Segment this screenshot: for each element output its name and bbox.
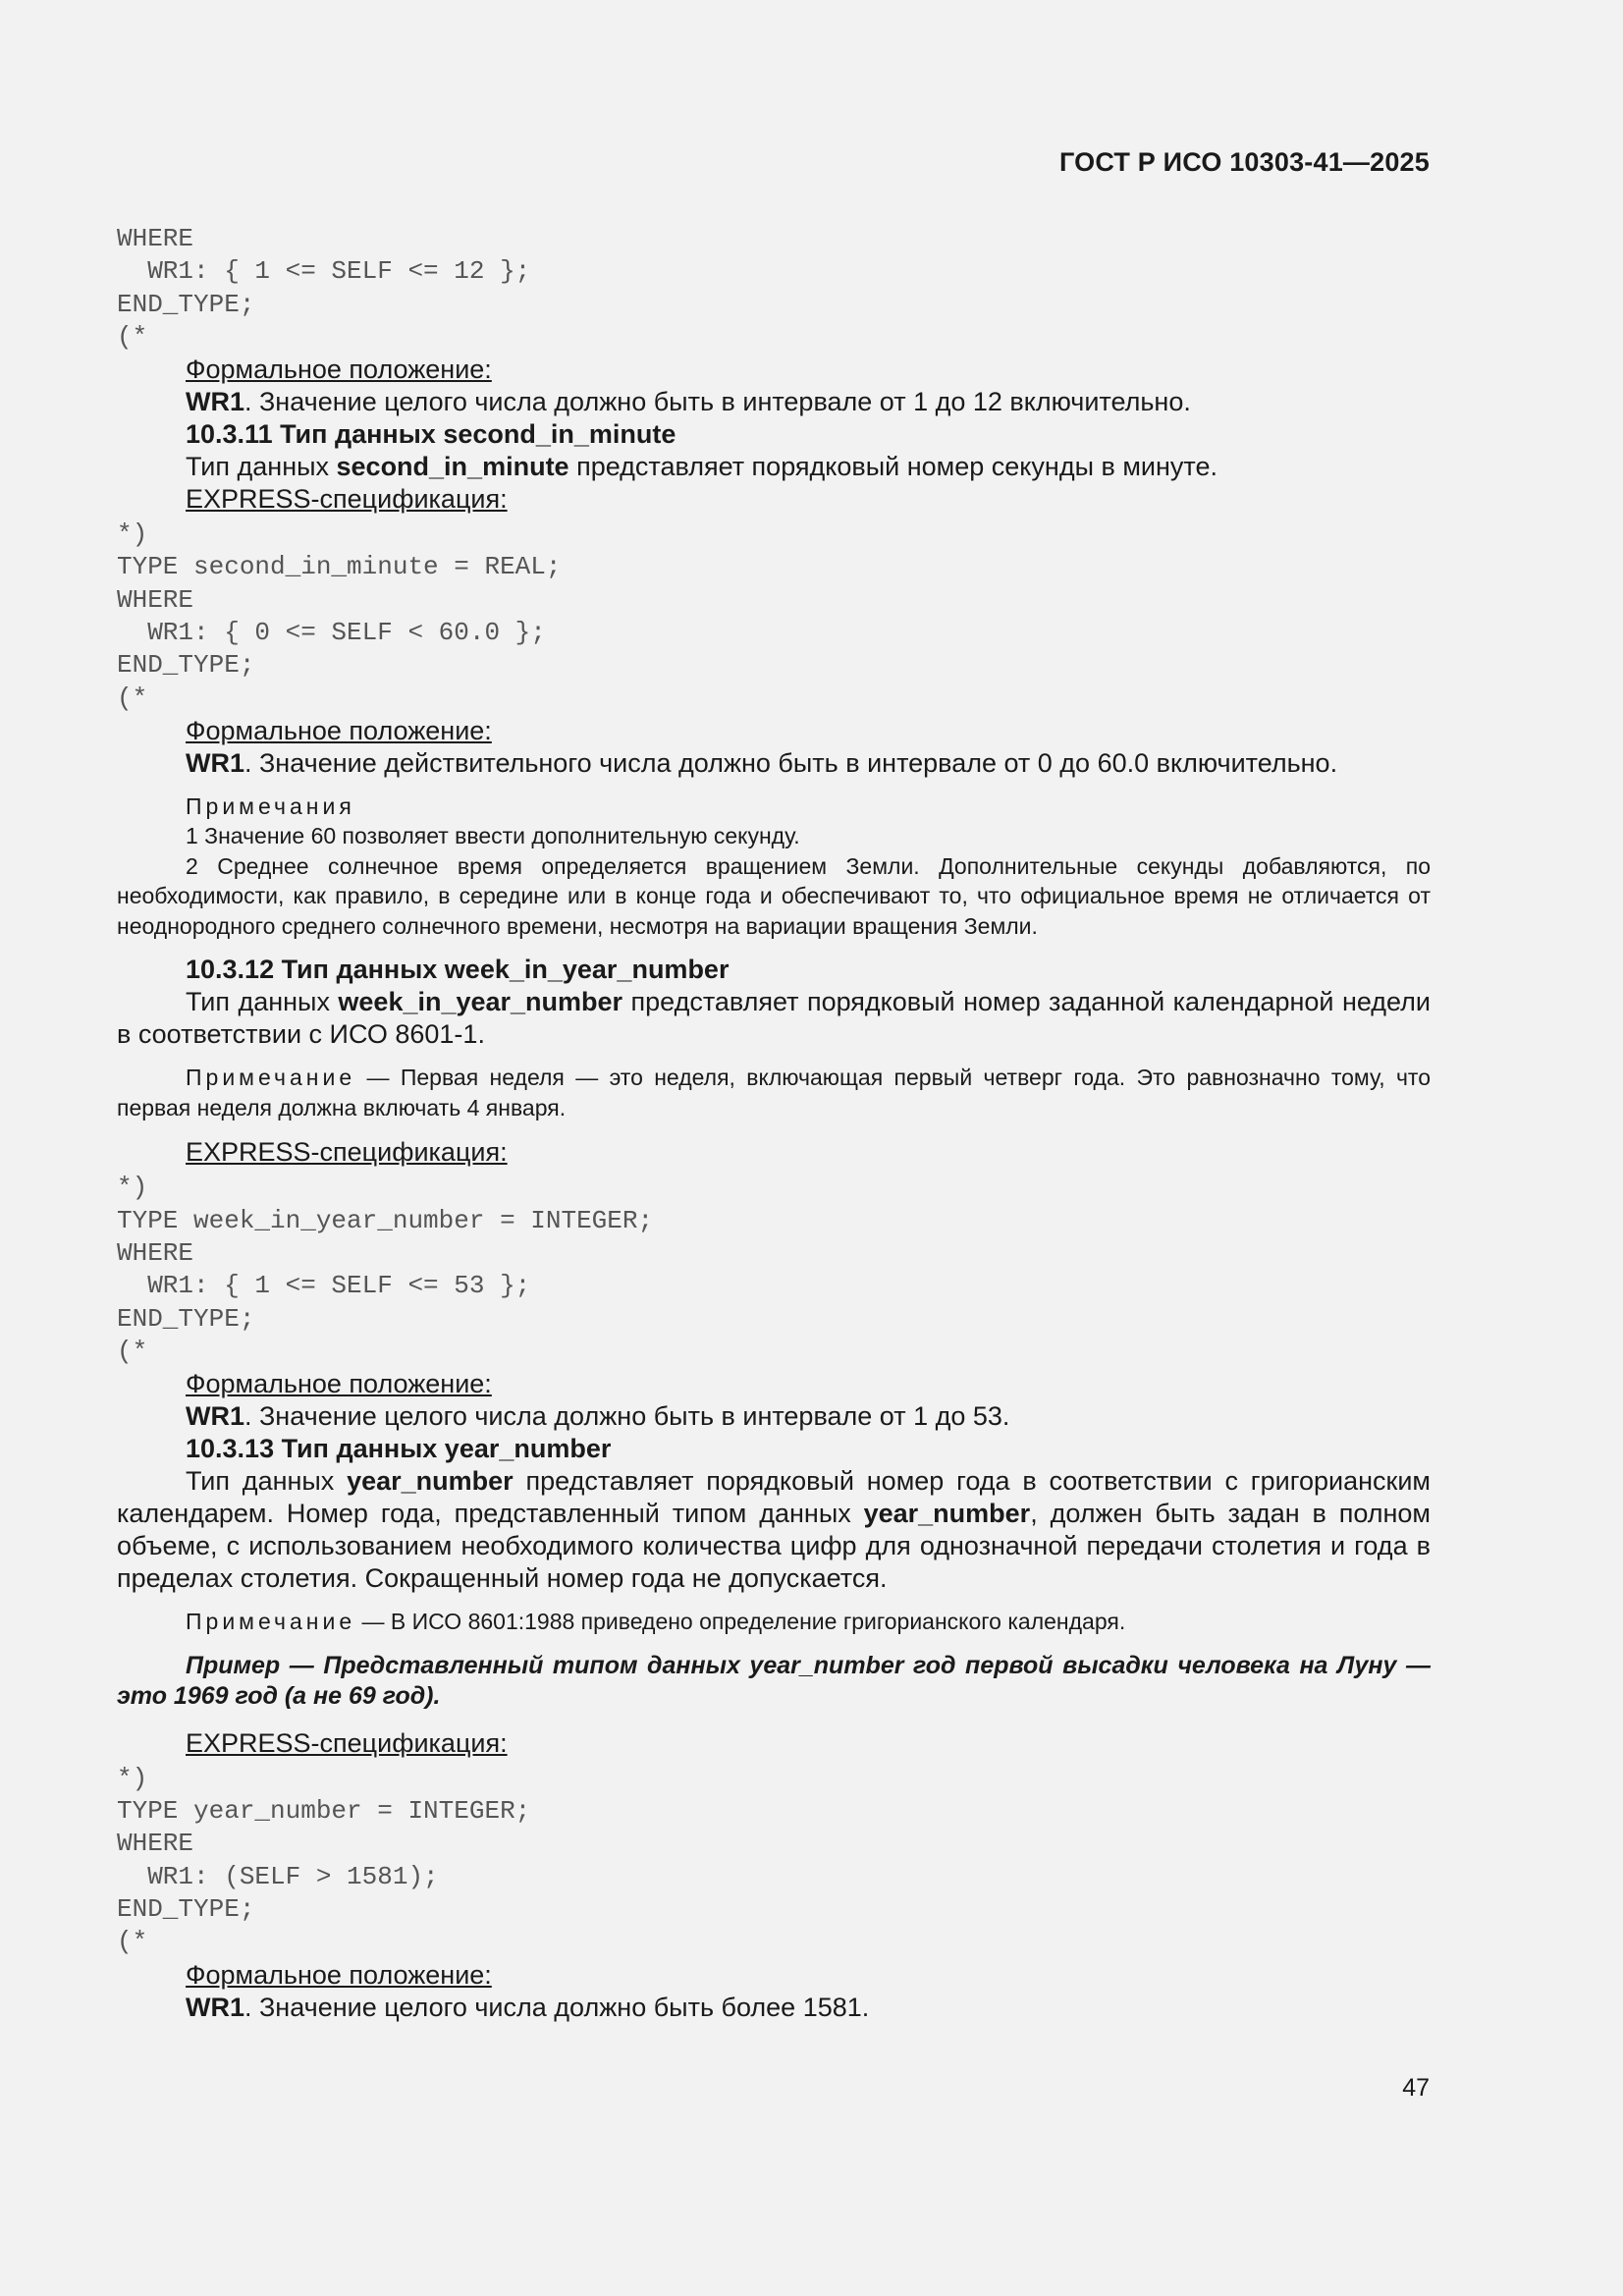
text: Тип данных [186,1466,348,1497]
paragraph-second-in-minute [117,451,1431,483]
term: week_in_year_number [338,987,623,1017]
code-block-year-number: *) TYPE year_number = INTEGER; WHERE WR1: (SELF > 1581); END_TYPE; (* [117,1763,531,1957]
example-year-number: Пример — Представленный типом данных year_number год первой высадки человека на Луну — это 1969 год (а не 69 год). [117,1651,1431,1710]
note-2: 2 Среднее солнечное время определяется вращением Земли. Дополнительные секунды добавляются, по необходимости, как правило, в середине или в конце года и обеспечивают то, что официальное время не отличается от неоднородного среднего солнечного времени, несмотря на вариации вращения Земли. [117,852,1431,939]
note-label: Примечание [186,1065,356,1091]
term: year_number [347,1466,514,1497]
page-number: 47 [1402,2074,1430,2102]
text: , должен быть задан в полном объеме, с использованием необходимого количества цифр для однозначной передачи столетия и года в пределах столетия. Сокращенный номер года не допускается. [117,1499,1431,1594]
note-text: — Первая неделя — это неделя, включающая первый четверг года. Это равнозначно тому, что первая неделя должна включать 4 января. [117,1065,1431,1121]
express-label-text: EXPRESS-спецификация: [186,1727,508,1758]
express-label [117,1727,1431,1760]
note-week [117,1063,1431,1122]
express-label-text: EXPRESS-спецификация: [186,484,508,515]
code-block-week-in-year-number: *) TYPE week_in_year_number = INTEGER; WHERE WR1: { 1 <= SELF <= 53 }; END_TYPE; (* [117,1173,654,1366]
term: year_number [863,1499,1031,1529]
text: представляет порядковый номер заданной календарной недели в соответствии с ИСО 8601-1. [117,987,1431,1050]
heading-10-3-11: 10.3.11 Тип данных second_in_minute [186,419,676,450]
note-label: Примечание [186,1609,356,1635]
paragraph-week-in-year-number [117,986,1431,1051]
text: Тип данных [186,987,339,1017]
term: second_in_minute [336,452,569,482]
note-year [117,1607,1431,1637]
text: представляет порядковый номер секунды в минуте. [568,452,1217,482]
wr1-label: WR1 [186,1401,244,1432]
wr1-text: . Значение целого числа должно быть в интервале от 1 до 12 включительно. [244,387,1191,417]
wr1-second-in-minute [117,747,1431,780]
wr1-text: . Значение действительного числа должно быть в интервале от 0 до 60.0 включительно. [244,747,1338,778]
text: представляет порядковый номер года в соответствии с григорианским календарем. Номер года, представленный типом данных [117,1466,1431,1529]
formal-label-text: Формальное положение: [186,355,492,385]
formal-label [117,1368,1431,1400]
formal-label-text: Формальное положение: [186,715,492,745]
note-1: 1 Значение 60 позволяет ввести дополнительную секунду. [186,823,800,849]
formal-label [117,715,1431,747]
wr1-label: WR1 [186,1992,244,2022]
express-label [117,483,1431,516]
paragraph-year-number [117,1465,1431,1595]
heading-10-3-13: 10.3.13 Тип данных year_number [186,1434,612,1464]
formal-label-text: Формальное положение: [186,1959,492,1990]
wr1-text: . Значение целого числа должно быть в интервале от 1 до 53. [244,1401,1010,1432]
code-block-month: WHERE WR1: { 1 <= SELF <= 12 }; END_TYPE; (* [117,224,531,352]
express-label [117,1136,1431,1169]
express-label-text: EXPRESS-спецификация: [186,1137,508,1168]
heading-10-3-12: 10.3.12 Тип данных week_in_year_number [186,955,730,985]
wr1-label: WR1 [186,387,244,417]
note-text: — В ИСО 8601:1988 приведено определение григорианского календаря. [355,1609,1126,1635]
formal-label [117,354,1431,386]
wr1-month [117,386,1431,418]
formal-label [117,1959,1431,1992]
page-content [117,223,1431,2024]
wr1-text: . Значение целого числа должно быть более 1581. [244,1992,870,2022]
wr1-week [117,1400,1431,1433]
wr1-year [117,1992,1431,2024]
wr1-label: WR1 [186,747,244,778]
code-block-second-in-minute: *) TYPE second_in_minute = REAL; WHERE WR1: { 0 <= SELF < 60.0 }; END_TYPE; (* [117,519,562,713]
formal-label-text: Формальное положение: [186,1369,492,1399]
notes-label: Примечания [186,793,355,819]
document-header: ГОСТ Р ИСО 10303-41—2025 [1059,147,1430,177]
text: Тип данных [186,452,337,482]
